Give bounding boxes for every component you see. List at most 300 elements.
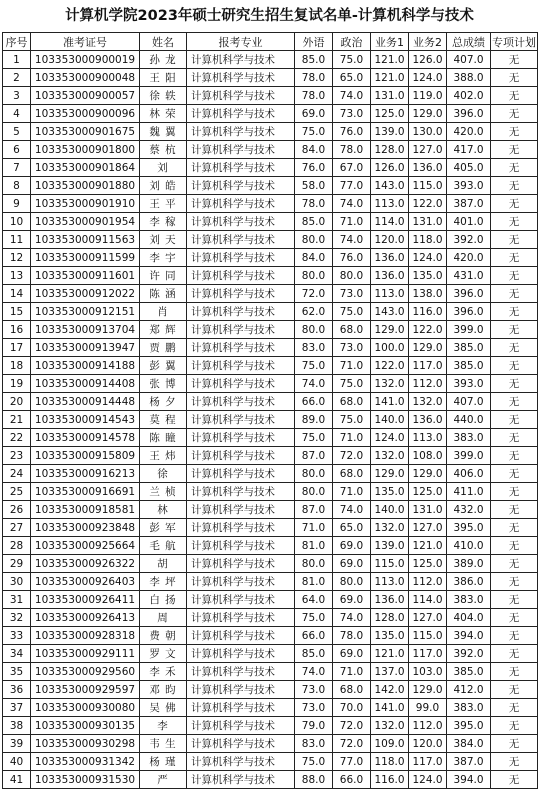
cell-politics: 78.0 (333, 627, 371, 645)
header-total: 总成绩 (447, 33, 491, 51)
cell-course-1: 118.0 (371, 753, 409, 771)
cell-total: 399.0 (447, 447, 491, 465)
header-foreign-language: 外语 (295, 33, 333, 51)
cell-foreign-language: 85.0 (295, 51, 333, 69)
table-row (3, 249, 538, 267)
cell-special-plan: 无 (491, 195, 538, 213)
cell-politics: 75.0 (333, 51, 371, 69)
cell-politics: 65.0 (333, 519, 371, 537)
cell-special-plan: 无 (491, 87, 538, 105)
cell-course-2: 112.0 (409, 375, 447, 393)
cell-special-plan: 无 (491, 771, 538, 789)
cell-course-1: 125.0 (371, 105, 409, 123)
cell-major: 计算机科学与技术 (187, 483, 295, 501)
cell-exam-id: 103353000930298 (31, 735, 140, 753)
cell-no: 23 (3, 447, 31, 465)
header-course-1: 业务1 (371, 33, 409, 51)
cell-special-plan: 无 (491, 681, 538, 699)
cell-foreign-language: 75.0 (295, 609, 333, 627)
cell-total: 393.0 (447, 177, 491, 195)
cell-name: 杨 夕 (140, 393, 187, 411)
cell-name: 蔡 杭 (140, 141, 187, 159)
table-row (3, 735, 538, 753)
cell-course-2: 124.0 (409, 249, 447, 267)
cell-exam-id: 103353000929560 (31, 663, 140, 681)
cell-course-2: 125.0 (409, 555, 447, 573)
table-row (3, 177, 538, 195)
table-row (3, 699, 538, 717)
cell-course-2: 135.0 (409, 267, 447, 285)
cell-name: 王 平 (140, 195, 187, 213)
cell-no: 11 (3, 231, 31, 249)
header-major: 报考专业 (187, 33, 295, 51)
cell-course-1: 137.0 (371, 663, 409, 681)
cell-special-plan: 无 (491, 285, 538, 303)
cell-exam-id: 103353000912151 (31, 303, 140, 321)
cell-politics: 75.0 (333, 375, 371, 393)
cell-name: 吴 佛 (140, 699, 187, 717)
cell-course-1: 100.0 (371, 339, 409, 357)
cell-foreign-language: 76.0 (295, 159, 333, 177)
cell-foreign-language: 58.0 (295, 177, 333, 195)
cell-special-plan: 无 (491, 717, 538, 735)
table-row (3, 159, 538, 177)
cell-no: 35 (3, 663, 31, 681)
cell-course-2: 138.0 (409, 285, 447, 303)
cell-course-1: 136.0 (371, 591, 409, 609)
cell-exam-id: 103353000914448 (31, 393, 140, 411)
cell-total: 432.0 (447, 501, 491, 519)
cell-politics: 65.0 (333, 69, 371, 87)
cell-major: 计算机科学与技术 (187, 321, 295, 339)
cell-special-plan: 无 (491, 123, 538, 141)
cell-course-2: 126.0 (409, 51, 447, 69)
cell-course-1: 121.0 (371, 51, 409, 69)
cell-exam-id: 103353000930080 (31, 699, 140, 717)
cell-major: 计算机科学与技术 (187, 735, 295, 753)
cell-total: 394.0 (447, 627, 491, 645)
cell-total: 383.0 (447, 699, 491, 717)
cell-course-1: 129.0 (371, 321, 409, 339)
cell-course-2: 112.0 (409, 717, 447, 735)
candidate-table (2, 32, 538, 789)
cell-foreign-language: 80.0 (295, 231, 333, 249)
cell-special-plan: 无 (491, 375, 538, 393)
cell-major: 计算机科学与技术 (187, 609, 295, 627)
cell-exam-id: 103353000918581 (31, 501, 140, 519)
cell-total: 394.0 (447, 771, 491, 789)
cell-course-2: 127.0 (409, 609, 447, 627)
cell-exam-id: 103353000914188 (31, 357, 140, 375)
cell-major: 计算机科学与技术 (187, 231, 295, 249)
cell-foreign-language: 85.0 (295, 645, 333, 663)
cell-course-2: 127.0 (409, 141, 447, 159)
cell-major: 计算机科学与技术 (187, 375, 295, 393)
cell-total: 412.0 (447, 681, 491, 699)
cell-major: 计算机科学与技术 (187, 663, 295, 681)
cell-politics: 69.0 (333, 555, 371, 573)
cell-special-plan: 无 (491, 339, 538, 357)
cell-major: 计算机科学与技术 (187, 537, 295, 555)
cell-politics: 77.0 (333, 753, 371, 771)
cell-course-1: 128.0 (371, 609, 409, 627)
table-row (3, 267, 538, 285)
cell-politics: 80.0 (333, 267, 371, 285)
cell-total: 396.0 (447, 105, 491, 123)
table-row (3, 375, 538, 393)
cell-major: 计算机科学与技术 (187, 591, 295, 609)
cell-course-2: 129.0 (409, 681, 447, 699)
cell-special-plan: 无 (491, 483, 538, 501)
cell-total: 420.0 (447, 123, 491, 141)
cell-name: 李 稼 (140, 213, 187, 231)
cell-no: 32 (3, 609, 31, 627)
table-row (3, 447, 538, 465)
cell-major: 计算机科学与技术 (187, 465, 295, 483)
cell-course-2: 114.0 (409, 591, 447, 609)
cell-name: 张 博 (140, 375, 187, 393)
cell-no: 25 (3, 483, 31, 501)
cell-course-1: 120.0 (371, 231, 409, 249)
document-title: 计算机学院2023年硕士研究生招生复试名单-计算机科学与技术 (65, 8, 474, 24)
cell-politics: 77.0 (333, 177, 371, 195)
cell-special-plan: 无 (491, 105, 538, 123)
cell-politics: 67.0 (333, 159, 371, 177)
cell-politics: 74.0 (333, 87, 371, 105)
cell-total: 387.0 (447, 753, 491, 771)
cell-politics: 71.0 (333, 663, 371, 681)
cell-major: 计算机科学与技术 (187, 51, 295, 69)
table-row (3, 393, 538, 411)
cell-name: 费 朝 (140, 627, 187, 645)
cell-name: 罗 文 (140, 645, 187, 663)
cell-foreign-language: 85.0 (295, 213, 333, 231)
table-row (3, 51, 538, 69)
header-politics: 政治 (333, 33, 371, 51)
cell-foreign-language: 75.0 (295, 429, 333, 447)
cell-foreign-language: 73.0 (295, 681, 333, 699)
cell-no: 29 (3, 555, 31, 573)
cell-total: 395.0 (447, 717, 491, 735)
cell-politics: 74.0 (333, 231, 371, 249)
cell-major: 计算机科学与技术 (187, 339, 295, 357)
cell-course-2: 120.0 (409, 735, 447, 753)
cell-course-1: 141.0 (371, 393, 409, 411)
cell-total: 386.0 (447, 573, 491, 591)
cell-exam-id: 103353000900048 (31, 69, 140, 87)
cell-exam-id: 103353000931530 (31, 771, 140, 789)
cell-total: 420.0 (447, 249, 491, 267)
cell-total: 405.0 (447, 159, 491, 177)
cell-name: 林 荣 (140, 105, 187, 123)
cell-exam-id: 103353000929597 (31, 681, 140, 699)
cell-course-2: 124.0 (409, 69, 447, 87)
cell-politics: 74.0 (333, 501, 371, 519)
cell-foreign-language: 75.0 (295, 357, 333, 375)
cell-politics: 69.0 (333, 645, 371, 663)
cell-name: 莫 程 (140, 411, 187, 429)
cell-no: 2 (3, 69, 31, 87)
cell-course-2: 118.0 (409, 231, 447, 249)
cell-no: 24 (3, 465, 31, 483)
cell-special-plan: 无 (491, 555, 538, 573)
cell-foreign-language: 66.0 (295, 393, 333, 411)
cell-special-plan: 无 (491, 627, 538, 645)
cell-foreign-language: 83.0 (295, 339, 333, 357)
cell-name: 韦 生 (140, 735, 187, 753)
cell-major: 计算机科学与技术 (187, 447, 295, 465)
cell-special-plan: 无 (491, 699, 538, 717)
cell-name: 刘 皓 (140, 177, 187, 195)
cell-course-2: 122.0 (409, 195, 447, 213)
cell-foreign-language: 83.0 (295, 735, 333, 753)
cell-major: 计算机科学与技术 (187, 267, 295, 285)
cell-exam-id: 103353000915809 (31, 447, 140, 465)
cell-course-1: 113.0 (371, 195, 409, 213)
cell-course-1: 139.0 (371, 123, 409, 141)
cell-total: 388.0 (447, 69, 491, 87)
cell-course-1: 135.0 (371, 483, 409, 501)
header-no: 序号 (3, 33, 31, 51)
cell-special-plan: 无 (491, 159, 538, 177)
cell-no: 31 (3, 591, 31, 609)
cell-name: 周 (140, 609, 187, 627)
cell-foreign-language: 75.0 (295, 753, 333, 771)
cell-foreign-language: 73.0 (295, 699, 333, 717)
cell-exam-id: 103353000928318 (31, 627, 140, 645)
cell-name: 刘 天 (140, 231, 187, 249)
cell-course-2: 124.0 (409, 771, 447, 789)
cell-name: 王 炜 (140, 447, 187, 465)
cell-name: 李 禾 (140, 663, 187, 681)
cell-name: 杨 瑾 (140, 753, 187, 771)
cell-course-1: 143.0 (371, 177, 409, 195)
cell-name: 彭 军 (140, 519, 187, 537)
cell-major: 计算机科学与技术 (187, 123, 295, 141)
table-row (3, 591, 538, 609)
cell-exam-id: 103353000901910 (31, 195, 140, 213)
cell-no: 17 (3, 339, 31, 357)
cell-course-1: 109.0 (371, 735, 409, 753)
cell-major: 计算机科学与技术 (187, 681, 295, 699)
cell-course-1: 113.0 (371, 285, 409, 303)
cell-name: 陈 瞳 (140, 429, 187, 447)
table-row (3, 69, 538, 87)
cell-foreign-language: 87.0 (295, 447, 333, 465)
table-row (3, 123, 538, 141)
cell-major: 计算机科学与技术 (187, 285, 295, 303)
cell-name: 刘 (140, 159, 187, 177)
cell-no: 34 (3, 645, 31, 663)
cell-foreign-language: 74.0 (295, 663, 333, 681)
cell-no: 1 (3, 51, 31, 69)
cell-name: 毛 航 (140, 537, 187, 555)
cell-course-1: 140.0 (371, 411, 409, 429)
cell-course-1: 115.0 (371, 555, 409, 573)
cell-politics: 69.0 (333, 591, 371, 609)
cell-major: 计算机科学与技术 (187, 357, 295, 375)
table-row (3, 105, 538, 123)
cell-no: 9 (3, 195, 31, 213)
cell-special-plan: 无 (491, 321, 538, 339)
cell-special-plan: 无 (491, 213, 538, 231)
cell-course-2: 115.0 (409, 177, 447, 195)
cell-exam-id: 103353000900019 (31, 51, 140, 69)
cell-no: 18 (3, 357, 31, 375)
cell-course-2: 103.0 (409, 663, 447, 681)
cell-foreign-language: 89.0 (295, 411, 333, 429)
cell-course-1: 132.0 (371, 447, 409, 465)
cell-exam-id: 103353000911599 (31, 249, 140, 267)
cell-major: 计算机科学与技术 (187, 753, 295, 771)
cell-foreign-language: 78.0 (295, 69, 333, 87)
cell-special-plan: 无 (491, 429, 538, 447)
cell-politics: 71.0 (333, 213, 371, 231)
cell-course-1: 132.0 (371, 717, 409, 735)
table-row (3, 519, 538, 537)
cell-total: 406.0 (447, 465, 491, 483)
cell-course-2: 119.0 (409, 87, 447, 105)
cell-politics: 80.0 (333, 573, 371, 591)
cell-major: 计算机科学与技术 (187, 555, 295, 573)
cell-politics: 72.0 (333, 735, 371, 753)
cell-exam-id: 103353000901954 (31, 213, 140, 231)
cell-special-plan: 无 (491, 393, 538, 411)
cell-course-1: 136.0 (371, 249, 409, 267)
cell-course-2: 131.0 (409, 501, 447, 519)
cell-foreign-language: 79.0 (295, 717, 333, 735)
cell-special-plan: 无 (491, 501, 538, 519)
cell-course-2: 115.0 (409, 627, 447, 645)
cell-foreign-language: 78.0 (295, 195, 333, 213)
cell-no: 10 (3, 213, 31, 231)
cell-exam-id: 103353000925664 (31, 537, 140, 555)
cell-exam-id: 103353000916213 (31, 465, 140, 483)
cell-major: 计算机科学与技术 (187, 105, 295, 123)
cell-total: 383.0 (447, 429, 491, 447)
header-name: 姓名 (140, 33, 187, 51)
cell-course-1: 114.0 (371, 213, 409, 231)
cell-course-1: 141.0 (371, 699, 409, 717)
cell-course-1: 140.0 (371, 501, 409, 519)
cell-total: 410.0 (447, 537, 491, 555)
cell-no: 22 (3, 429, 31, 447)
cell-foreign-language: 80.0 (295, 483, 333, 501)
cell-total: 384.0 (447, 735, 491, 753)
cell-foreign-language: 64.0 (295, 591, 333, 609)
table-row (3, 771, 538, 789)
cell-no: 20 (3, 393, 31, 411)
table-row (3, 753, 538, 771)
cell-foreign-language: 69.0 (295, 105, 333, 123)
cell-special-plan: 无 (491, 267, 538, 285)
table-row (3, 429, 538, 447)
cell-name: 魏 翼 (140, 123, 187, 141)
cell-no: 12 (3, 249, 31, 267)
table-row (3, 195, 538, 213)
cell-total: 417.0 (447, 141, 491, 159)
cell-total: 404.0 (447, 609, 491, 627)
cell-total: 389.0 (447, 555, 491, 573)
cell-exam-id: 103353000926403 (31, 573, 140, 591)
cell-politics: 68.0 (333, 393, 371, 411)
cell-foreign-language: 84.0 (295, 141, 333, 159)
cell-name: 彭 翼 (140, 357, 187, 375)
table-row (3, 501, 538, 519)
cell-name: 肖 (140, 303, 187, 321)
cell-exam-id: 103353000926322 (31, 555, 140, 573)
cell-name: 白 扬 (140, 591, 187, 609)
cell-no: 38 (3, 717, 31, 735)
cell-major: 计算机科学与技术 (187, 303, 295, 321)
cell-no: 41 (3, 771, 31, 789)
cell-name: 徐 (140, 465, 187, 483)
table-row (3, 573, 538, 591)
cell-politics: 72.0 (333, 447, 371, 465)
cell-politics: 70.0 (333, 699, 371, 717)
cell-no: 37 (3, 699, 31, 717)
cell-course-2: 122.0 (409, 321, 447, 339)
cell-course-2: 131.0 (409, 213, 447, 231)
cell-special-plan: 无 (491, 609, 538, 627)
table-row (3, 609, 538, 627)
cell-exam-id: 103353000930135 (31, 717, 140, 735)
cell-name: 许 同 (140, 267, 187, 285)
table-row (3, 339, 538, 357)
cell-exam-id: 103353000923848 (31, 519, 140, 537)
cell-exam-id: 103353000913704 (31, 321, 140, 339)
cell-total: 396.0 (447, 303, 491, 321)
cell-foreign-language: 66.0 (295, 627, 333, 645)
table-row (3, 321, 538, 339)
cell-special-plan: 无 (491, 141, 538, 159)
cell-no: 16 (3, 321, 31, 339)
cell-course-2: 121.0 (409, 537, 447, 555)
cell-no: 28 (3, 537, 31, 555)
cell-course-1: 135.0 (371, 627, 409, 645)
cell-special-plan: 无 (491, 663, 538, 681)
cell-total: 387.0 (447, 195, 491, 213)
cell-politics: 75.0 (333, 411, 371, 429)
cell-special-plan: 无 (491, 249, 538, 267)
header-row (3, 33, 538, 51)
cell-politics: 75.0 (333, 303, 371, 321)
cell-name: 邓 昀 (140, 681, 187, 699)
cell-exam-id: 103353000912022 (31, 285, 140, 303)
cell-name: 贾 鹏 (140, 339, 187, 357)
table-row (3, 537, 538, 555)
cell-foreign-language: 80.0 (295, 321, 333, 339)
cell-no: 33 (3, 627, 31, 645)
cell-politics: 71.0 (333, 357, 371, 375)
cell-course-1: 132.0 (371, 519, 409, 537)
cell-course-2: 113.0 (409, 429, 447, 447)
cell-course-2: 129.0 (409, 105, 447, 123)
cell-foreign-language: 84.0 (295, 249, 333, 267)
cell-foreign-language: 62.0 (295, 303, 333, 321)
cell-foreign-language: 81.0 (295, 537, 333, 555)
cell-no: 36 (3, 681, 31, 699)
cell-exam-id: 103353000929111 (31, 645, 140, 663)
cell-special-plan: 无 (491, 753, 538, 771)
cell-total: 385.0 (447, 663, 491, 681)
cell-exam-id: 103353000900096 (31, 105, 140, 123)
cell-total: 395.0 (447, 519, 491, 537)
cell-major: 计算机科学与技术 (187, 501, 295, 519)
cell-politics: 68.0 (333, 321, 371, 339)
cell-course-1: 132.0 (371, 375, 409, 393)
cell-special-plan: 无 (491, 303, 538, 321)
